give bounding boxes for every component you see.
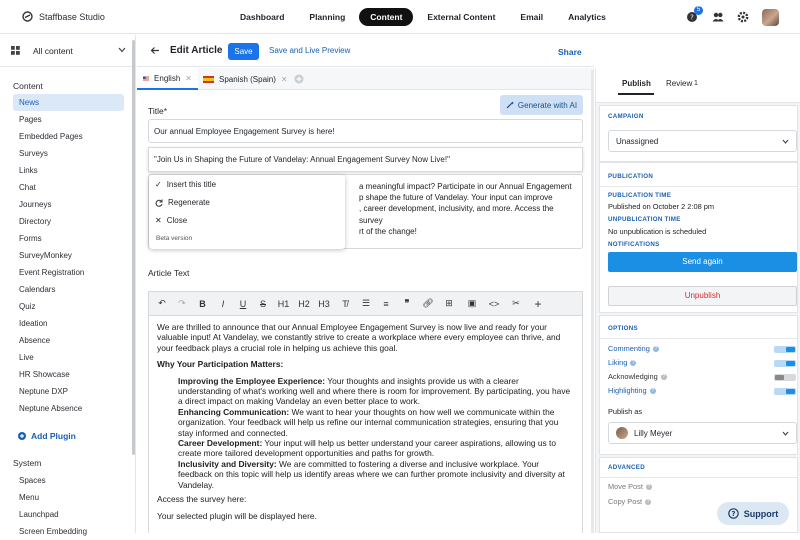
menu-regenerate-label: Regenerate: [168, 198, 210, 207]
staffbase-logo-icon: [22, 11, 33, 22]
tab-english[interactable]: [137, 68, 198, 90]
sidebar-item-launchpad[interactable]: Launchpad: [19, 510, 59, 519]
publish-panel: [595, 68, 800, 533]
teaser-line: p shape the future of Vandelay. Your input can improve: [359, 193, 553, 203]
teaser-line: rt of the change!: [359, 226, 417, 236]
author-avatar: [616, 427, 628, 439]
tools-icon[interactable]: ✂: [512, 298, 520, 308]
italic-icon[interactable]: I: [221, 298, 225, 309]
option-label: Acknowledging: [608, 372, 658, 381]
unpubtime-value: No unpublication is scheduled: [608, 227, 707, 236]
review-count: 1: [694, 80, 698, 87]
heading2-button[interactable]: H2: [298, 298, 310, 309]
author-name: Lilly Meyer: [634, 429, 673, 438]
article-subheading: [157, 359, 574, 369]
heading1-button[interactable]: H1: [277, 298, 290, 309]
bold-icon[interactable]: B: [199, 298, 206, 309]
users-icon[interactable]: [712, 11, 724, 23]
brand[interactable]: [22, 11, 105, 22]
sidebar-item-calendars[interactable]: Calendars: [19, 285, 56, 294]
content-heading: Content: [13, 81, 43, 91]
option-highlighting: [608, 386, 656, 395]
tab-spanish-label: Spanish (Spain): [219, 74, 276, 84]
quote-icon[interactable]: ❞: [404, 298, 410, 308]
menu-regenerate[interactable]: [155, 198, 210, 207]
access-text: Access the survey here:: [157, 494, 247, 505]
nav-analytics[interactable]: Analytics: [568, 12, 606, 22]
campaign-select[interactable]: [608, 130, 797, 152]
strikethrough-icon[interactable]: S: [259, 298, 266, 309]
why-heading: Why Your Participation Matters:: [157, 359, 284, 370]
nav-email[interactable]: Email: [520, 12, 544, 22]
chevron-down-icon: [782, 139, 789, 144]
sidebar-item-live[interactable]: Live: [19, 353, 34, 362]
heading3-button[interactable]: H3: [318, 298, 330, 309]
code-icon[interactable]: <>: [488, 298, 500, 309]
generate-ai-label: Generate with AI: [517, 100, 578, 110]
rich-text-toolbar: [148, 291, 583, 315]
support-label: Support: [743, 508, 779, 519]
highlighting-toggle[interactable]: [774, 388, 796, 395]
sidebar-item-directory[interactable]: Directory: [19, 217, 52, 226]
option-liking: [608, 358, 636, 367]
system-heading: System: [13, 458, 42, 468]
unpublish-button[interactable]: Unpublish: [608, 286, 797, 306]
bullet-title: Career Development:: [178, 438, 263, 449]
author-select[interactable]: [608, 422, 797, 444]
copy-post-label: Copy Post: [608, 497, 643, 506]
sidebar-scrollbar[interactable]: [132, 40, 135, 455]
sidebar-item-forms[interactable]: Forms: [19, 234, 42, 243]
article-text-label: Article Text: [148, 268, 190, 278]
tab-spanish[interactable]: [197, 68, 294, 90]
liking-toggle[interactable]: [774, 360, 796, 367]
divider: [600, 477, 797, 478]
advanced-heading: ADVANCED: [608, 464, 646, 471]
tab-english-label: English: [154, 73, 181, 83]
chevron-down-icon: [118, 47, 126, 53]
gear-icon[interactable]: [737, 11, 749, 23]
toggle-knob: [786, 361, 795, 366]
panel-tabs: [596, 68, 800, 103]
toggle-knob: [775, 375, 784, 380]
bullet-text: Your thoughts and insights provide us with a clearer understanding of what's working well and where there is room for improvement. By participating, you have a direct impact on making Vandelay an even better place to work.: [178, 375, 571, 407]
editor-scrollbar[interactable]: [591, 70, 594, 533]
nav-planning[interactable]: Planning: [309, 12, 346, 22]
notification-badge: 5: [694, 6, 703, 15]
sidebar-item-surveymonkey[interactable]: SurveyMonkey: [19, 251, 72, 260]
bullet-title: Enhancing Communication:: [178, 406, 290, 417]
option-label: Liking: [608, 358, 628, 367]
sidebar-item-ideation[interactable]: Ideation: [19, 319, 48, 328]
nav-external-content[interactable]: External Content: [427, 12, 496, 22]
save-live-preview-button[interactable]: Save and Live Preview: [269, 46, 351, 55]
help-icon[interactable]: ?: [654, 345, 658, 352]
article-bullets: [157, 376, 574, 490]
help-icon[interactable]: ?: [646, 498, 650, 505]
top-bar: [0, 0, 800, 34]
option-commenting: [608, 344, 659, 353]
back-arrow-icon[interactable]: [150, 46, 160, 55]
publication-heading: PUBLICATION: [608, 173, 654, 180]
sidebar-item-links[interactable]: Links: [19, 166, 38, 175]
svg-text:?: ?: [690, 13, 694, 22]
close-tab-icon[interactable]: ✕: [280, 74, 288, 84]
bullet-item: [178, 438, 574, 459]
sidebar-item-pages[interactable]: Pages: [19, 115, 42, 124]
bullet-title: Improving the Employee Experience:: [178, 375, 326, 386]
generate-ai-button[interactable]: [500, 95, 583, 115]
menu-insert-title[interactable]: [155, 180, 216, 189]
spain-flag-icon: [203, 76, 214, 83]
sidebar-item-spaces[interactable]: Spaces: [19, 476, 46, 485]
insert-plus-icon[interactable]: +: [534, 296, 542, 311]
publication-card: [599, 162, 798, 313]
add-plugin-button[interactable]: [18, 431, 76, 441]
move-post[interactable]: [608, 482, 652, 491]
sidebar-item-journeys[interactable]: Journeys: [19, 200, 52, 209]
help-icon[interactable]: ?: [631, 359, 635, 366]
numbered-list-icon[interactable]: ≡: [383, 298, 389, 309]
bullet-title: Inclusivity and Diversity:: [178, 458, 277, 469]
plugin-placeholder: Your selected plugin will be displayed here.: [157, 510, 317, 521]
pubtime-value: Published on October 2 2:08 pm: [608, 202, 714, 211]
sidebar-item-hr-showcase[interactable]: HR Showcase: [19, 370, 70, 379]
bullet-list-icon[interactable]: ☰: [361, 298, 371, 308]
divider: [600, 186, 797, 187]
send-again-button[interactable]: Send again: [608, 252, 797, 272]
redo-icon[interactable]: ↷: [178, 298, 186, 308]
close-tab-icon[interactable]: ✕: [185, 73, 192, 83]
content-filter-label: All content: [33, 45, 73, 56]
link-icon[interactable]: 🔗︎: [422, 298, 434, 308]
sidebar-item-surveys[interactable]: Surveys: [19, 149, 48, 158]
beta-label: Beta version: [156, 235, 193, 242]
main-nav: [229, 8, 620, 26]
sidebar-item-absence[interactable]: Absence: [19, 336, 51, 345]
help-icon[interactable]: ?: [662, 373, 666, 380]
tab-publish[interactable]: Publish: [622, 79, 651, 88]
menu-close-label: Close: [166, 216, 188, 225]
bullet-item: [178, 459, 574, 490]
sidebar-item-menu[interactable]: Menu: [19, 493, 40, 502]
bullet-item: [178, 376, 574, 407]
image-icon[interactable]: ▣: [467, 298, 477, 308]
bullet-item: [178, 407, 574, 438]
ai-suggestion[interactable]: "Join Us in Shaping the Future of Vandelay: Annual Engagement Survey Now Live!": [148, 147, 583, 172]
bullet-text: We are committed to fostering a diverse and inclusive workplace. Your feedback on this topic will help us identify areas where we can further promote inclusivity and diversity at Vandelay.: [178, 458, 565, 490]
menu-insert-label: Insert this title: [166, 180, 217, 189]
menu-close[interactable]: [155, 216, 187, 225]
nav-dashboard[interactable]: Dashboard: [240, 12, 285, 22]
article-editor[interactable]: [148, 315, 583, 533]
options-heading: OPTIONS: [608, 325, 638, 332]
page-title: Edit Article: [170, 45, 223, 56]
move-post-label: Move Post: [608, 482, 643, 491]
help-icon[interactable]: ?: [647, 483, 651, 490]
close-icon: ✕: [155, 216, 162, 225]
refresh-icon: [155, 199, 163, 207]
copy-post[interactable]: [608, 497, 651, 506]
underline-icon[interactable]: U: [239, 298, 247, 309]
nav-content[interactable]: Content: [359, 8, 413, 26]
tab-review[interactable]: Review: [666, 79, 693, 88]
campaign-heading: CAMPAIGN: [608, 113, 644, 120]
add-language-icon[interactable]: [294, 74, 304, 84]
us-flag-icon: [143, 75, 149, 82]
chevron-down-icon: [782, 431, 789, 436]
plus-circle-icon: [18, 432, 26, 440]
sidebar-item-chat[interactable]: Chat: [19, 183, 36, 192]
commenting-toggle[interactable]: [774, 346, 796, 353]
teaser-line: , career development, inclusivity, and more. Access the survey: [359, 204, 554, 225]
notifications-heading: NOTIFICATIONS: [608, 241, 660, 248]
option-label: Highlighting: [608, 386, 647, 395]
content-type-list: [13, 94, 124, 417]
editor-header: [137, 35, 594, 67]
table-icon[interactable]: ⊞: [445, 298, 453, 308]
title-label: Title*: [148, 106, 168, 116]
check-icon: ✓: [155, 180, 162, 189]
app-name: Staffbase Studio: [39, 11, 105, 22]
unpubtime-heading: UNPUBLICATION TIME: [608, 216, 681, 223]
system-list: [13, 472, 124, 540]
user-avatar[interactable]: [762, 9, 779, 26]
sidebar-item-quiz[interactable]: Quiz: [19, 302, 36, 311]
active-tab-indicator: [618, 93, 654, 95]
teaser-line: a meaningful impact? Participate in our Annual Engagement: [359, 182, 572, 191]
option-label: Commenting: [608, 344, 650, 353]
sidebar-item-neptune-absence[interactable]: Neptune Absence: [19, 404, 83, 413]
sidebar-item-screen-embedding[interactable]: Screen Embedding: [19, 527, 88, 536]
campaign-value: Unassigned: [616, 137, 659, 146]
publish-as-label: Publish as: [608, 407, 643, 416]
save-button[interactable]: Save: [228, 43, 259, 60]
share-button[interactable]: Share: [558, 47, 582, 57]
editor-content: [137, 91, 594, 533]
bullet-text: We want to hear your thoughts on how well we communicate within the organization. Your feedback will help us refine our internal communication strategies, ensuring that you stay informed and connected.: [178, 406, 559, 438]
toggle-knob: [786, 389, 795, 394]
toggle-knob: [786, 347, 795, 352]
title-input[interactable]: Our annual Employee Engagement Survey is here!: [148, 119, 583, 143]
undo-icon[interactable]: ↶: [158, 298, 166, 308]
campaign-card: [599, 105, 798, 162]
ai-suggestion-menu: [149, 175, 345, 249]
options-card: [599, 315, 798, 455]
svg-text:?: ?: [731, 510, 736, 519]
bullet-text: Your input will help us better understand your career aspirations, allowing us to create more tailored development opportunities and paths for growth.: [178, 438, 557, 459]
sidebar-item-neptune-dxp[interactable]: Neptune DXP: [19, 387, 68, 396]
help-icon[interactable]: ?: [651, 387, 655, 394]
grid-icon: [11, 46, 20, 55]
support-button[interactable]: [717, 502, 789, 525]
pubtime-heading: PUBLICATION TIME: [608, 192, 672, 199]
sidebar-item-embedded-pages[interactable]: Embedded Pages: [19, 132, 83, 141]
content-filter[interactable]: [0, 35, 135, 67]
article-intro: We are thrilled to announce that our Annual Employee Engagement Survey is now live and ready for your valuable input! At Vandelay, we constantly strive to create a workplace where every employee can thrive, and your feedback plays a crucial role in helping us achieve this goal.: [157, 322, 561, 353]
option-acknowledging: [608, 372, 667, 381]
acknowledging-toggle[interactable]: [774, 374, 796, 381]
sidebar-item-news[interactable]: News: [13, 94, 124, 111]
magic-wand-icon: [506, 101, 514, 109]
add-plugin-label: Add Plugin: [31, 431, 76, 441]
help-circle-icon: [728, 508, 739, 519]
divider: [600, 338, 797, 339]
clear-format-icon[interactable]: T̸: [342, 298, 348, 309]
sidebar-item-event-registration[interactable]: Event Registration: [19, 268, 85, 277]
language-tabs: [137, 68, 594, 90]
